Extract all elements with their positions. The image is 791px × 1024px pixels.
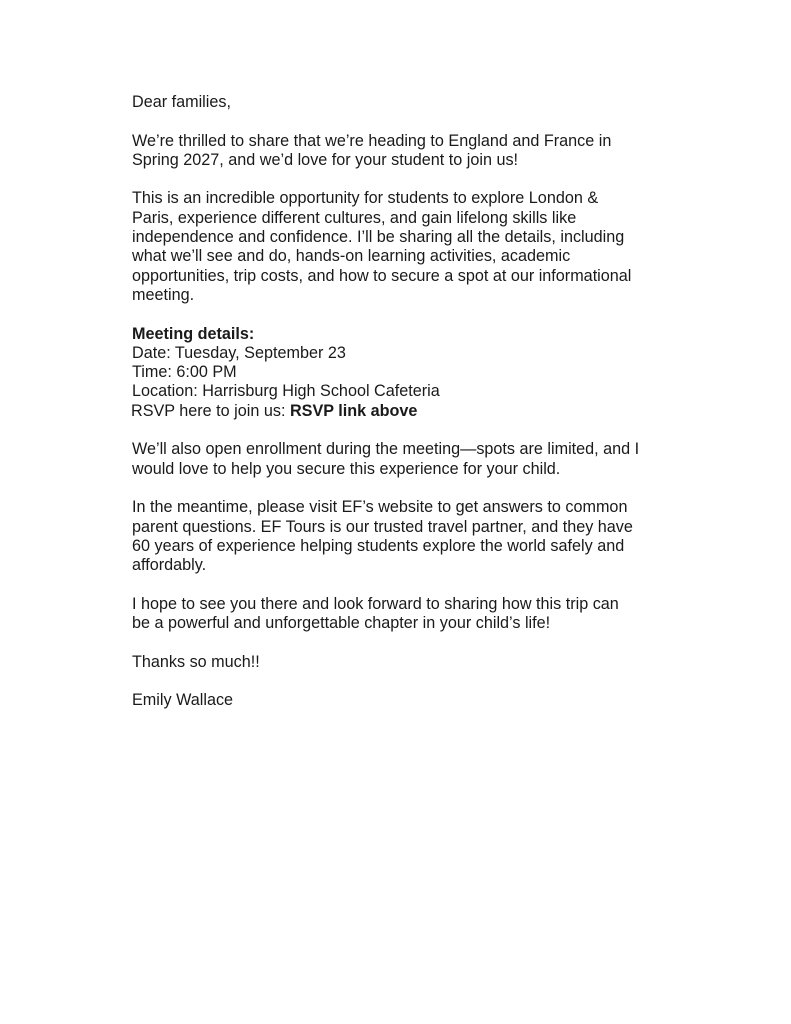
meeting-time: Time: 6:00 PM (132, 363, 237, 382)
opportunity-line: meeting. (132, 285, 195, 304)
website-paragraph (132, 498, 672, 575)
closing-line: be a powerful and unforgettable chapter in your child’s life! (132, 614, 551, 633)
greeting-text: Dear families, (132, 93, 231, 111)
enrollment-line: would love to help you secure this experience for your child. (132, 459, 561, 478)
letter-body (132, 93, 672, 730)
website-line: In the meantime, please visit EF’s website to get answers to common (132, 498, 628, 517)
rsvp-link[interactable]: RSVP link above (289, 401, 418, 420)
thanks-paragraph (132, 653, 672, 672)
website-line: affordably. (132, 556, 207, 575)
opportunity-line: independence and confidence. I’ll be sharing all the details, including (132, 228, 625, 247)
closing-paragraph (132, 595, 672, 634)
website-line: 60 years of experience helping students explore the world safely and (132, 536, 625, 555)
meeting-details (132, 325, 672, 421)
signature-paragraph (132, 691, 672, 710)
opportunity-line: opportunities, trip costs, and how to secure a spot at our informational (132, 266, 632, 285)
opportunity-line: This is an incredible opportunity for students to explore London & (132, 189, 599, 208)
rsvp-prefix: RSVP here to join us: (131, 401, 290, 420)
signature-text: Emily Wallace (132, 691, 234, 710)
meeting-date: Date: Tuesday, September 23 (132, 343, 346, 362)
rsvp-line (131, 402, 672, 421)
intro-line: Spring 2027, and we’d love for your student to join us! (132, 150, 519, 169)
enrollment-paragraph (132, 440, 672, 479)
intro-line: We’re thrilled to share that we’re heading to England and France in (132, 131, 612, 150)
opportunity-line: what we’ll see and do, hands-on learning activities, academic (132, 247, 571, 266)
opportunity-line: Paris, experience different cultures, and gain lifelong skills like (132, 208, 577, 227)
meeting-heading: Meeting details: (132, 324, 255, 343)
opportunity-paragraph (132, 189, 672, 305)
intro-paragraph (132, 132, 672, 171)
meeting-location: Location: Harrisburg High School Cafeteria (132, 382, 440, 401)
website-line: parent questions. EF Tours is our trusted travel partner, and they have (132, 517, 633, 536)
enrollment-line: We’ll also open enrollment during the meeting—spots are limited, and I (132, 440, 640, 459)
thanks-text: Thanks so much!! (132, 652, 260, 671)
closing-line: I hope to see you there and look forward to sharing how this trip can (132, 594, 619, 613)
greeting (132, 93, 672, 112)
